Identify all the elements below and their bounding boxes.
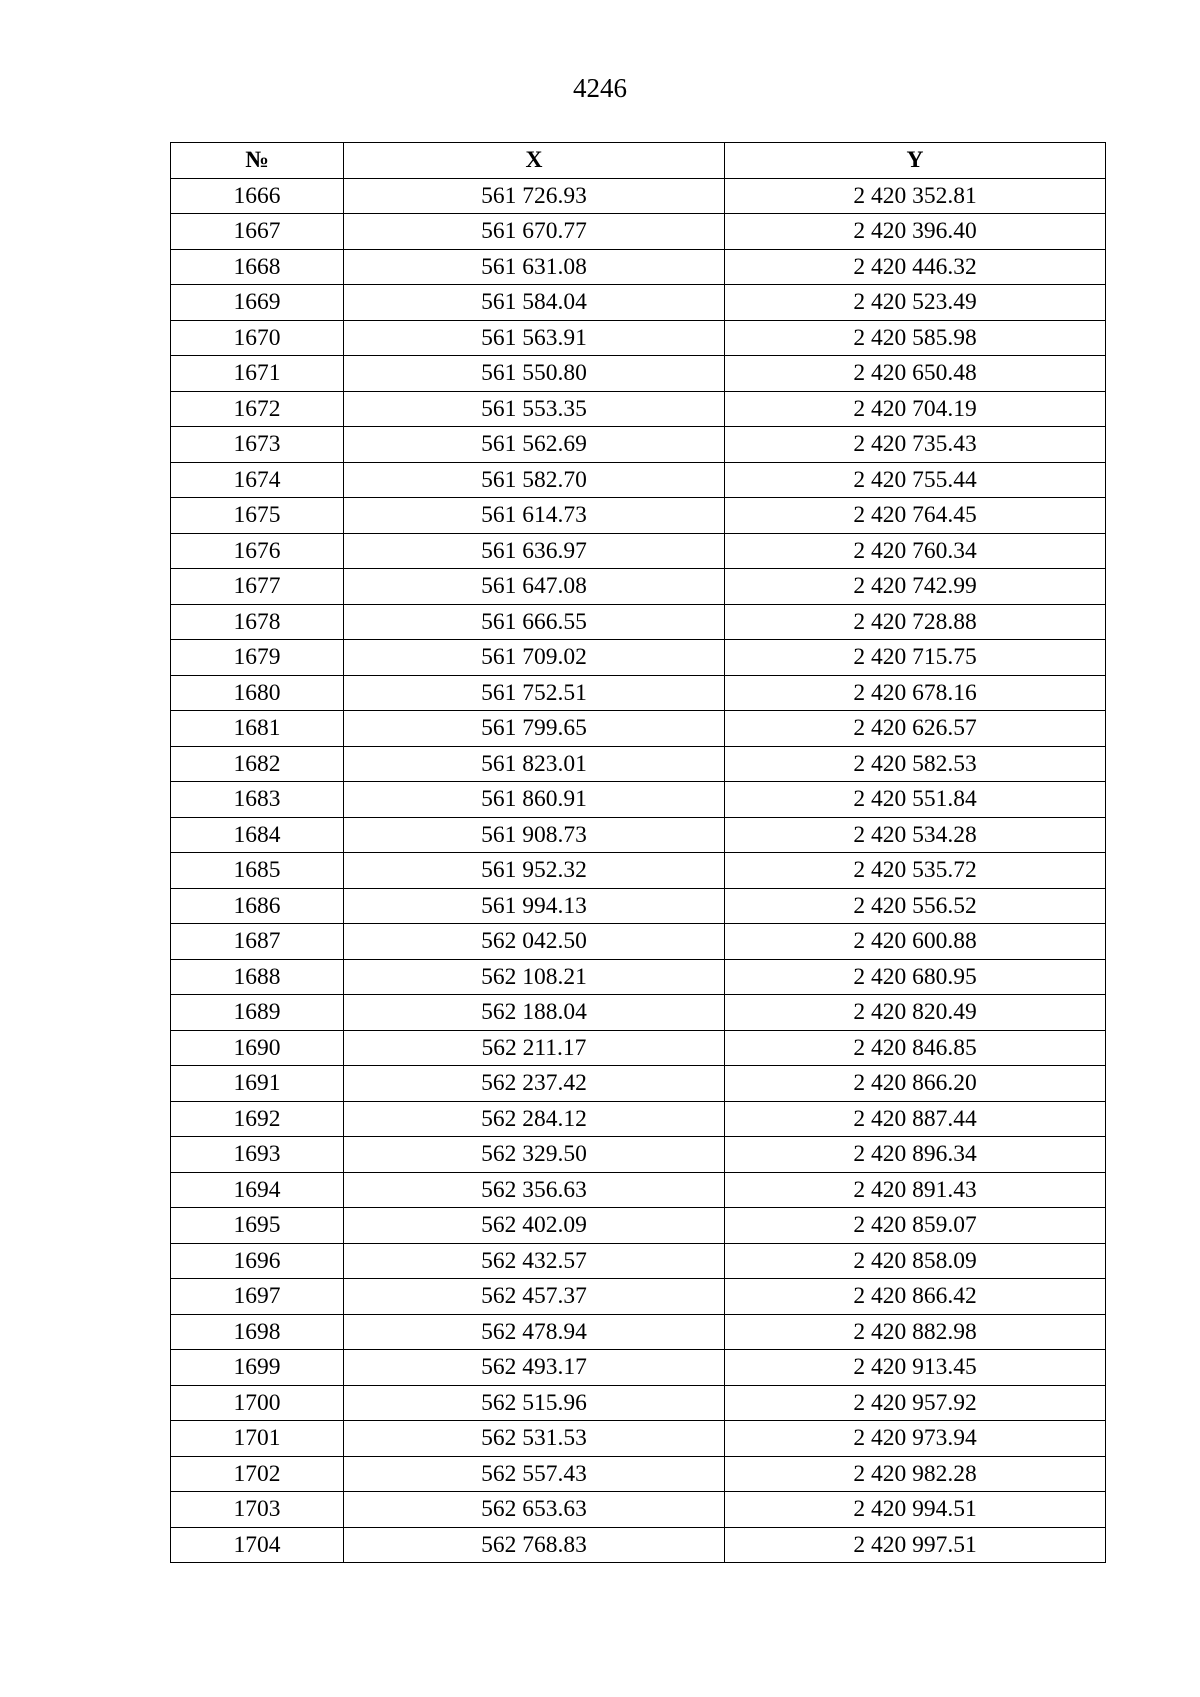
cell-number: 1686 bbox=[171, 888, 344, 924]
table-row bbox=[171, 604, 1106, 640]
table-row bbox=[171, 746, 1106, 782]
cell-x: 561 860.91 bbox=[344, 782, 725, 818]
cell-y: 2 420 957.92 bbox=[725, 1385, 1106, 1421]
cell-y: 2 420 982.28 bbox=[725, 1456, 1106, 1492]
table-row bbox=[171, 1385, 1106, 1421]
table-row bbox=[171, 924, 1106, 960]
cell-y: 2 420 535.72 bbox=[725, 853, 1106, 889]
cell-number: 1699 bbox=[171, 1350, 344, 1386]
cell-y: 2 420 735.43 bbox=[725, 427, 1106, 463]
cell-number: 1672 bbox=[171, 391, 344, 427]
table-row bbox=[171, 1066, 1106, 1102]
cell-x: 562 042.50 bbox=[344, 924, 725, 960]
cell-number: 1670 bbox=[171, 320, 344, 356]
cell-x: 561 752.51 bbox=[344, 675, 725, 711]
table-row bbox=[171, 214, 1106, 250]
table-row bbox=[171, 1421, 1106, 1457]
cell-number: 1698 bbox=[171, 1314, 344, 1350]
cell-number: 1703 bbox=[171, 1492, 344, 1528]
cell-x: 561 726.93 bbox=[344, 178, 725, 214]
cell-x: 562 531.53 bbox=[344, 1421, 725, 1457]
table-row bbox=[171, 640, 1106, 676]
table-row bbox=[171, 1456, 1106, 1492]
table-row bbox=[171, 569, 1106, 605]
cell-x: 561 550.80 bbox=[344, 356, 725, 392]
cell-number: 1687 bbox=[171, 924, 344, 960]
cell-number: 1685 bbox=[171, 853, 344, 889]
cell-number: 1689 bbox=[171, 995, 344, 1031]
cell-y: 2 420 650.48 bbox=[725, 356, 1106, 392]
cell-y: 2 420 396.40 bbox=[725, 214, 1106, 250]
cell-y: 2 420 551.84 bbox=[725, 782, 1106, 818]
cell-x: 561 952.32 bbox=[344, 853, 725, 889]
cell-y: 2 420 846.85 bbox=[725, 1030, 1106, 1066]
coordinates-table bbox=[170, 142, 1106, 1563]
cell-y: 2 420 678.16 bbox=[725, 675, 1106, 711]
table-row bbox=[171, 498, 1106, 534]
cell-number: 1694 bbox=[171, 1172, 344, 1208]
cell-x: 561 799.65 bbox=[344, 711, 725, 747]
table-row bbox=[171, 853, 1106, 889]
cell-y: 2 420 585.98 bbox=[725, 320, 1106, 356]
cell-x: 562 432.57 bbox=[344, 1243, 725, 1279]
table-row bbox=[171, 462, 1106, 498]
cell-y: 2 420 446.32 bbox=[725, 249, 1106, 285]
cell-y: 2 420 973.94 bbox=[725, 1421, 1106, 1457]
cell-number: 1702 bbox=[171, 1456, 344, 1492]
cell-y: 2 420 858.09 bbox=[725, 1243, 1106, 1279]
cell-number: 1704 bbox=[171, 1527, 344, 1563]
cell-number: 1669 bbox=[171, 285, 344, 321]
cell-number: 1688 bbox=[171, 959, 344, 995]
table-row bbox=[171, 427, 1106, 463]
cell-number: 1681 bbox=[171, 711, 344, 747]
table-row bbox=[171, 356, 1106, 392]
cell-number: 1674 bbox=[171, 462, 344, 498]
cell-y: 2 420 523.49 bbox=[725, 285, 1106, 321]
cell-number: 1667 bbox=[171, 214, 344, 250]
table-body bbox=[171, 178, 1106, 1563]
cell-number: 1692 bbox=[171, 1101, 344, 1137]
cell-number: 1701 bbox=[171, 1421, 344, 1457]
cell-x: 562 329.50 bbox=[344, 1137, 725, 1173]
table-row bbox=[171, 178, 1106, 214]
cell-y: 2 420 680.95 bbox=[725, 959, 1106, 995]
cell-x: 562 653.63 bbox=[344, 1492, 725, 1528]
cell-x: 562 457.37 bbox=[344, 1279, 725, 1315]
header-number: № bbox=[171, 143, 344, 179]
cell-y: 2 420 866.20 bbox=[725, 1066, 1106, 1102]
cell-y: 2 420 891.43 bbox=[725, 1172, 1106, 1208]
page-number: 4246 bbox=[573, 73, 627, 103]
table-row bbox=[171, 533, 1106, 569]
cell-x: 562 211.17 bbox=[344, 1030, 725, 1066]
cell-x: 561 709.02 bbox=[344, 640, 725, 676]
table-row bbox=[171, 1137, 1106, 1173]
cell-y: 2 420 882.98 bbox=[725, 1314, 1106, 1350]
table-row bbox=[171, 1030, 1106, 1066]
cell-number: 1690 bbox=[171, 1030, 344, 1066]
cell-x: 561 563.91 bbox=[344, 320, 725, 356]
cell-number: 1668 bbox=[171, 249, 344, 285]
table-row bbox=[171, 1279, 1106, 1315]
table-row bbox=[171, 995, 1106, 1031]
cell-number: 1696 bbox=[171, 1243, 344, 1279]
table-row bbox=[171, 711, 1106, 747]
table-row bbox=[171, 1350, 1106, 1386]
cell-x: 561 631.08 bbox=[344, 249, 725, 285]
cell-x: 562 478.94 bbox=[344, 1314, 725, 1350]
cell-y: 2 420 728.88 bbox=[725, 604, 1106, 640]
table-row bbox=[171, 1527, 1106, 1563]
cell-x: 561 647.08 bbox=[344, 569, 725, 605]
cell-y: 2 420 556.52 bbox=[725, 888, 1106, 924]
cell-x: 562 515.96 bbox=[344, 1385, 725, 1421]
cell-y: 2 420 764.45 bbox=[725, 498, 1106, 534]
header-x: X bbox=[344, 143, 725, 179]
cell-number: 1697 bbox=[171, 1279, 344, 1315]
cell-number: 1680 bbox=[171, 675, 344, 711]
cell-y: 2 420 626.57 bbox=[725, 711, 1106, 747]
cell-x: 562 108.21 bbox=[344, 959, 725, 995]
table-row bbox=[171, 782, 1106, 818]
cell-x: 561 908.73 bbox=[344, 817, 725, 853]
cell-y: 2 420 715.75 bbox=[725, 640, 1106, 676]
cell-number: 1693 bbox=[171, 1137, 344, 1173]
cell-x: 562 557.43 bbox=[344, 1456, 725, 1492]
cell-x: 562 237.42 bbox=[344, 1066, 725, 1102]
table-row bbox=[171, 1314, 1106, 1350]
cell-number: 1684 bbox=[171, 817, 344, 853]
table-row bbox=[171, 249, 1106, 285]
cell-number: 1673 bbox=[171, 427, 344, 463]
table-row bbox=[171, 1208, 1106, 1244]
cell-y: 2 420 352.81 bbox=[725, 178, 1106, 214]
cell-x: 562 768.83 bbox=[344, 1527, 725, 1563]
cell-y: 2 420 866.42 bbox=[725, 1279, 1106, 1315]
cell-y: 2 420 534.28 bbox=[725, 817, 1106, 853]
table-row bbox=[171, 391, 1106, 427]
cell-x: 561 553.35 bbox=[344, 391, 725, 427]
cell-y: 2 420 582.53 bbox=[725, 746, 1106, 782]
cell-number: 1666 bbox=[171, 178, 344, 214]
table-row bbox=[171, 675, 1106, 711]
cell-y: 2 420 887.44 bbox=[725, 1101, 1106, 1137]
cell-y: 2 420 820.49 bbox=[725, 995, 1106, 1031]
table-row bbox=[171, 1492, 1106, 1528]
table-row bbox=[171, 959, 1106, 995]
cell-y: 2 420 742.99 bbox=[725, 569, 1106, 605]
cell-x: 561 614.73 bbox=[344, 498, 725, 534]
cell-y: 2 420 896.34 bbox=[725, 1137, 1106, 1173]
cell-number: 1695 bbox=[171, 1208, 344, 1244]
cell-y: 2 420 760.34 bbox=[725, 533, 1106, 569]
cell-number: 1676 bbox=[171, 533, 344, 569]
cell-y: 2 420 859.07 bbox=[725, 1208, 1106, 1244]
table-row bbox=[171, 888, 1106, 924]
cell-x: 561 582.70 bbox=[344, 462, 725, 498]
cell-number: 1671 bbox=[171, 356, 344, 392]
cell-number: 1677 bbox=[171, 569, 344, 605]
cell-x: 562 188.04 bbox=[344, 995, 725, 1031]
table-row bbox=[171, 285, 1106, 321]
table-row bbox=[171, 1101, 1106, 1137]
cell-y: 2 420 913.45 bbox=[725, 1350, 1106, 1386]
cell-x: 561 994.13 bbox=[344, 888, 725, 924]
cell-x: 561 562.69 bbox=[344, 427, 725, 463]
cell-y: 2 420 755.44 bbox=[725, 462, 1106, 498]
cell-number: 1675 bbox=[171, 498, 344, 534]
table-row bbox=[171, 320, 1106, 356]
table-row bbox=[171, 1243, 1106, 1279]
cell-x: 562 284.12 bbox=[344, 1101, 725, 1137]
cell-y: 2 420 994.51 bbox=[725, 1492, 1106, 1528]
cell-x: 561 823.01 bbox=[344, 746, 725, 782]
cell-x: 561 584.04 bbox=[344, 285, 725, 321]
table-row bbox=[171, 817, 1106, 853]
cell-y: 2 420 704.19 bbox=[725, 391, 1106, 427]
cell-number: 1683 bbox=[171, 782, 344, 818]
table-header bbox=[171, 143, 1106, 179]
cell-y: 2 420 997.51 bbox=[725, 1527, 1106, 1563]
cell-x: 561 666.55 bbox=[344, 604, 725, 640]
cell-number: 1682 bbox=[171, 746, 344, 782]
cell-y: 2 420 600.88 bbox=[725, 924, 1106, 960]
cell-x: 561 636.97 bbox=[344, 533, 725, 569]
cell-x: 561 670.77 bbox=[344, 214, 725, 250]
cell-number: 1700 bbox=[171, 1385, 344, 1421]
cell-number: 1679 bbox=[171, 640, 344, 676]
cell-x: 562 356.63 bbox=[344, 1172, 725, 1208]
cell-x: 562 493.17 bbox=[344, 1350, 725, 1386]
cell-number: 1678 bbox=[171, 604, 344, 640]
table-row bbox=[171, 1172, 1106, 1208]
table-header-row bbox=[171, 143, 1106, 179]
header-y: Y bbox=[725, 143, 1106, 179]
cell-number: 1691 bbox=[171, 1066, 344, 1102]
cell-x: 562 402.09 bbox=[344, 1208, 725, 1244]
